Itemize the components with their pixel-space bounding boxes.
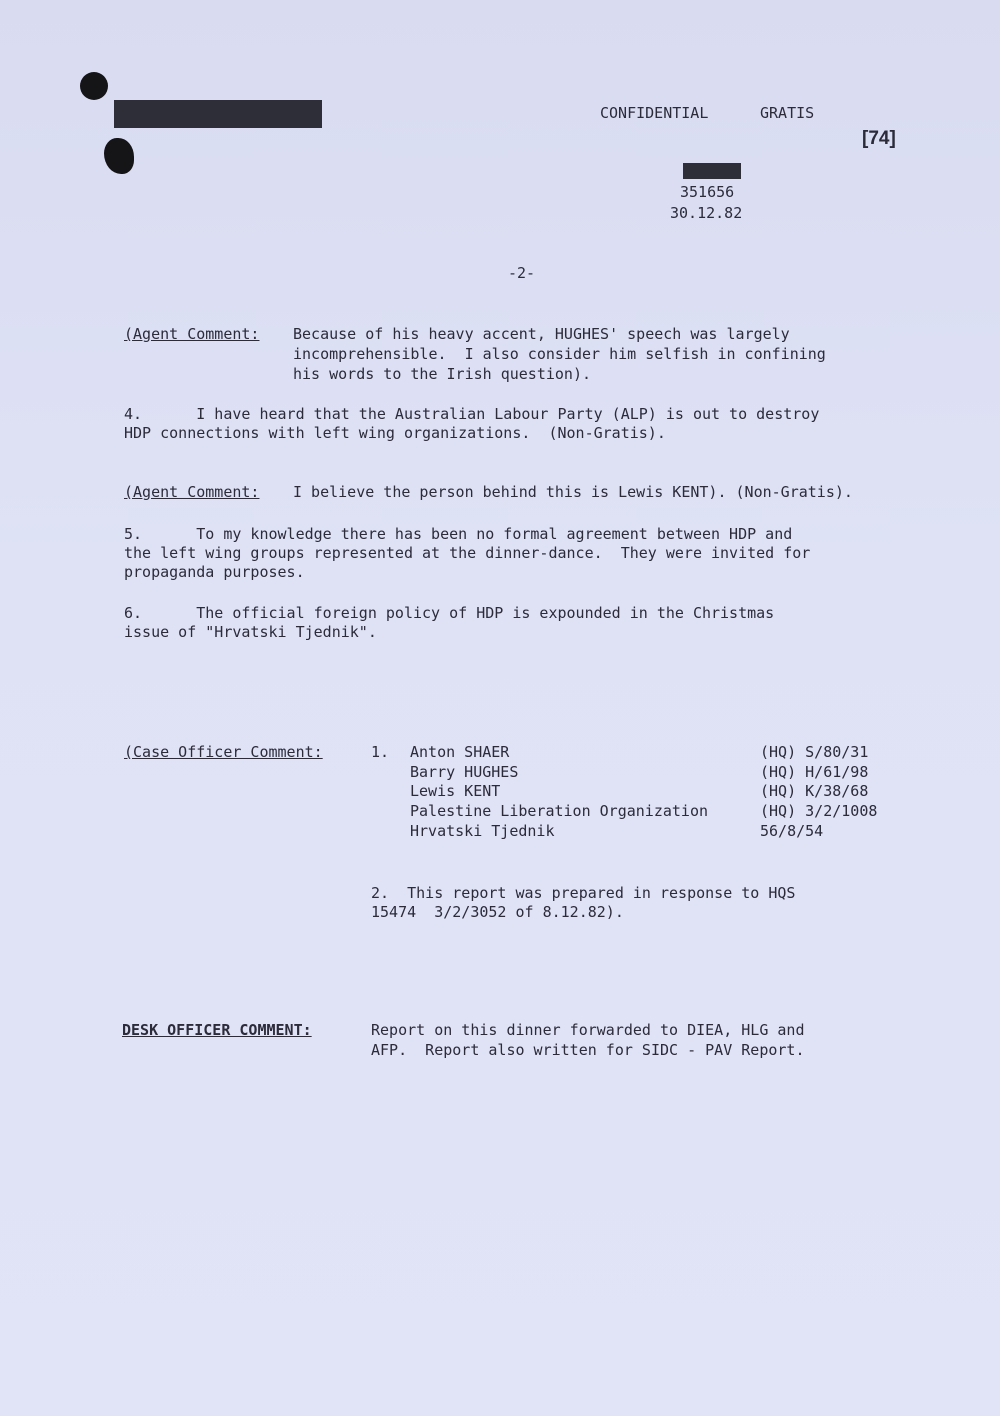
case-officer-item-1-number: 1. bbox=[371, 743, 390, 761]
paragraph-4-line: 4. I have heard that the Australian Labour Party (ALP) is out to destroy bbox=[124, 405, 820, 423]
agent-comment-text: I believe the person behind this is Lewis KENT). (Non-Gratis). bbox=[293, 483, 853, 501]
gratis-label: GRATIS bbox=[760, 104, 815, 122]
case-officer-item-2-line: 15474 3/2/3052 of 8.12.82). bbox=[371, 903, 624, 921]
paragraph-5-line: the left wing groups represented at the dinner-dance. They were invited for bbox=[124, 544, 811, 562]
classification-label: CONFIDENTIAL bbox=[600, 104, 709, 122]
redaction-block-file bbox=[683, 163, 741, 179]
reference-code: (HQ) 3/2/1008 bbox=[760, 802, 878, 820]
case-officer-comment-label: (Case Officer Comment: bbox=[124, 743, 323, 761]
redaction-block-top-left bbox=[114, 100, 322, 128]
agent-comment-line: his words to the Irish question). bbox=[293, 365, 592, 383]
paragraph-6-line: issue of "Hrvatski Tjednik". bbox=[124, 623, 377, 641]
desk-officer-comment-line: Report on this dinner forwarded to DIEA, HLG and bbox=[371, 1021, 805, 1039]
reference-name: Palestine Liberation Organization bbox=[410, 802, 709, 820]
file-number: 351656 bbox=[680, 183, 735, 201]
punch-hole-bottom bbox=[104, 138, 134, 174]
reference-code: 56/8/54 bbox=[760, 822, 824, 840]
reference-name: Hrvatski Tjednik bbox=[410, 822, 555, 840]
desk-officer-comment-line: AFP. Report also written for SIDC - PAV Report. bbox=[371, 1041, 805, 1059]
reference-code: (HQ) K/38/68 bbox=[760, 782, 869, 800]
page-reference: [74] bbox=[862, 128, 896, 149]
paragraph-5-line: 5. To my knowledge there has been no formal agreement between HDP and bbox=[124, 525, 793, 543]
case-officer-item-2-line: 2. This report was prepared in response to HQS bbox=[371, 884, 796, 902]
agent-comment-label: (Agent Comment: bbox=[124, 325, 260, 343]
reference-name: Barry HUGHES bbox=[410, 763, 519, 781]
agent-comment-label: (Agent Comment: bbox=[124, 483, 260, 501]
reference-name: Lewis KENT bbox=[410, 782, 501, 800]
agent-comment-line: Because of his heavy accent, HUGHES' speech was largely bbox=[293, 325, 790, 343]
agent-comment-line: incomprehensible. I also consider him selfish in confining bbox=[293, 345, 826, 363]
reference-code: (HQ) H/61/98 bbox=[760, 763, 869, 781]
reference-code: (HQ) S/80/31 bbox=[760, 743, 869, 761]
desk-officer-comment-label: DESK OFFICER COMMENT: bbox=[122, 1021, 312, 1039]
paragraph-6-line: 6. The official foreign policy of HDP is expounded in the Christmas bbox=[124, 604, 775, 622]
reference-name: Anton SHAER bbox=[410, 743, 510, 761]
document-date: 30.12.82 bbox=[670, 204, 743, 222]
punch-hole-top bbox=[80, 72, 108, 100]
paragraph-4-line: HDP connections with left wing organizations. (Non-Gratis). bbox=[124, 424, 666, 442]
page-number: -2- bbox=[508, 264, 536, 282]
paragraph-5-line: propaganda purposes. bbox=[124, 563, 305, 581]
